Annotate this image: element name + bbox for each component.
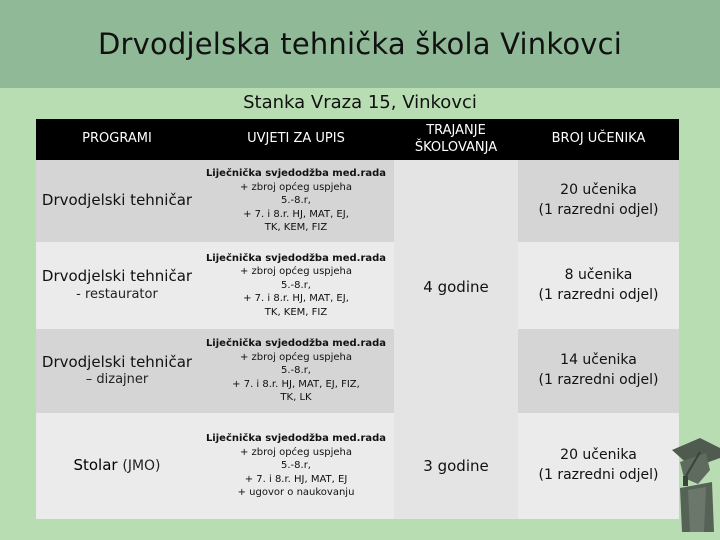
column-header-programi: PROGRAMI bbox=[36, 119, 198, 160]
condition-line: TK, KEM, FIZ bbox=[264, 306, 328, 318]
students-classes: (1 razredni odjel) bbox=[538, 286, 659, 303]
condition-line: 5.-8.r, bbox=[281, 279, 311, 291]
table-row bbox=[36, 242, 679, 329]
condition-line: + zbroj općeg uspjeha bbox=[239, 266, 353, 278]
program-name: Drvodjelski tehničar bbox=[41, 191, 193, 210]
condition-line: + zbroj općeg uspjeha bbox=[239, 351, 353, 363]
condition-line: Liječnička svjedodžba med.rada bbox=[205, 252, 387, 264]
students-classes: (1 razredni odjel) bbox=[538, 202, 659, 218]
graduation-cap-icon bbox=[670, 432, 720, 532]
table-row bbox=[36, 413, 679, 519]
table-row bbox=[36, 160, 679, 242]
duration-cell: 3 godine bbox=[394, 413, 518, 519]
school-address: Stanka Vraza 15, Vinkovci bbox=[243, 92, 477, 113]
students-count: 8 učenika bbox=[564, 266, 633, 283]
students-count: 20 učenika bbox=[560, 447, 637, 464]
condition-line: 5.-8.r, bbox=[281, 460, 311, 472]
program-cell bbox=[36, 160, 198, 242]
condition-line: + 7. i 8.r. HJ, MAT, EJ bbox=[244, 473, 348, 485]
condition-line: 5.-8.r, bbox=[281, 195, 311, 207]
conditions-cell bbox=[198, 413, 394, 519]
duration-cell: 4 godine bbox=[394, 160, 518, 413]
column-header-uvjeti: UVJETI ZA UPIS bbox=[198, 119, 394, 160]
program-subtitle: – dizajner bbox=[85, 372, 149, 388]
program-subtitle: (JMO) bbox=[122, 458, 161, 475]
students-cell bbox=[518, 160, 679, 242]
page-title: Drvodjelska tehnička škola Vinkovci bbox=[97, 27, 623, 61]
program-name: Stolar bbox=[73, 456, 118, 475]
table-header-row bbox=[36, 119, 679, 160]
column-header-broj: BROJ UČENIKA bbox=[518, 119, 679, 160]
condition-line: + zbroj općeg uspjeha bbox=[239, 446, 353, 458]
condition-line: TK, LK bbox=[280, 392, 312, 404]
program-subtitle: - restaurator bbox=[76, 286, 158, 302]
condition-line: 5.-8.r, bbox=[281, 365, 311, 377]
conditions-cell bbox=[198, 329, 394, 413]
condition-line: Liječnička svjedodžba med.rada bbox=[205, 168, 387, 180]
program-cell bbox=[36, 413, 198, 519]
programs-table bbox=[36, 119, 679, 519]
program-cell bbox=[36, 242, 198, 329]
condition-line: Liječnička svjedodžba med.rada bbox=[205, 433, 387, 445]
program-name: Drvodjelski tehničar bbox=[41, 267, 193, 286]
condition-line: + 7. i 8.r. HJ, MAT, EJ, bbox=[243, 208, 349, 220]
students-count: 20 učenika bbox=[560, 182, 637, 199]
conditions-cell bbox=[198, 160, 394, 242]
column-header-trajanje: TRAJANJE ŠKOLOVANJA bbox=[394, 119, 518, 160]
table-row bbox=[36, 329, 679, 413]
condition-line: TK, KEM, FIZ bbox=[264, 222, 328, 234]
condition-line: Liječnička svjedodžba med.rada bbox=[205, 338, 387, 350]
condition-line: + ugovor o naukovanju bbox=[237, 487, 355, 499]
students-classes: (1 razredni odjel) bbox=[538, 467, 659, 483]
students-cell bbox=[518, 413, 679, 519]
students-cell bbox=[518, 242, 679, 329]
students-cell bbox=[518, 329, 679, 413]
title-band bbox=[0, 0, 720, 88]
condition-line: + 7. i 8.r. HJ, MAT, EJ, bbox=[243, 293, 349, 305]
conditions-cell bbox=[198, 242, 394, 329]
program-name: Drvodjelski tehničar bbox=[41, 352, 193, 371]
program-cell bbox=[36, 329, 198, 413]
students-classes: (1 razredni odjel) bbox=[538, 372, 659, 388]
condition-line: + 7. i 8.r. HJ, MAT, EJ, FIZ, bbox=[232, 378, 360, 390]
students-count: 14 učenika bbox=[560, 352, 637, 369]
condition-line: + zbroj općeg uspjeha bbox=[239, 181, 353, 193]
